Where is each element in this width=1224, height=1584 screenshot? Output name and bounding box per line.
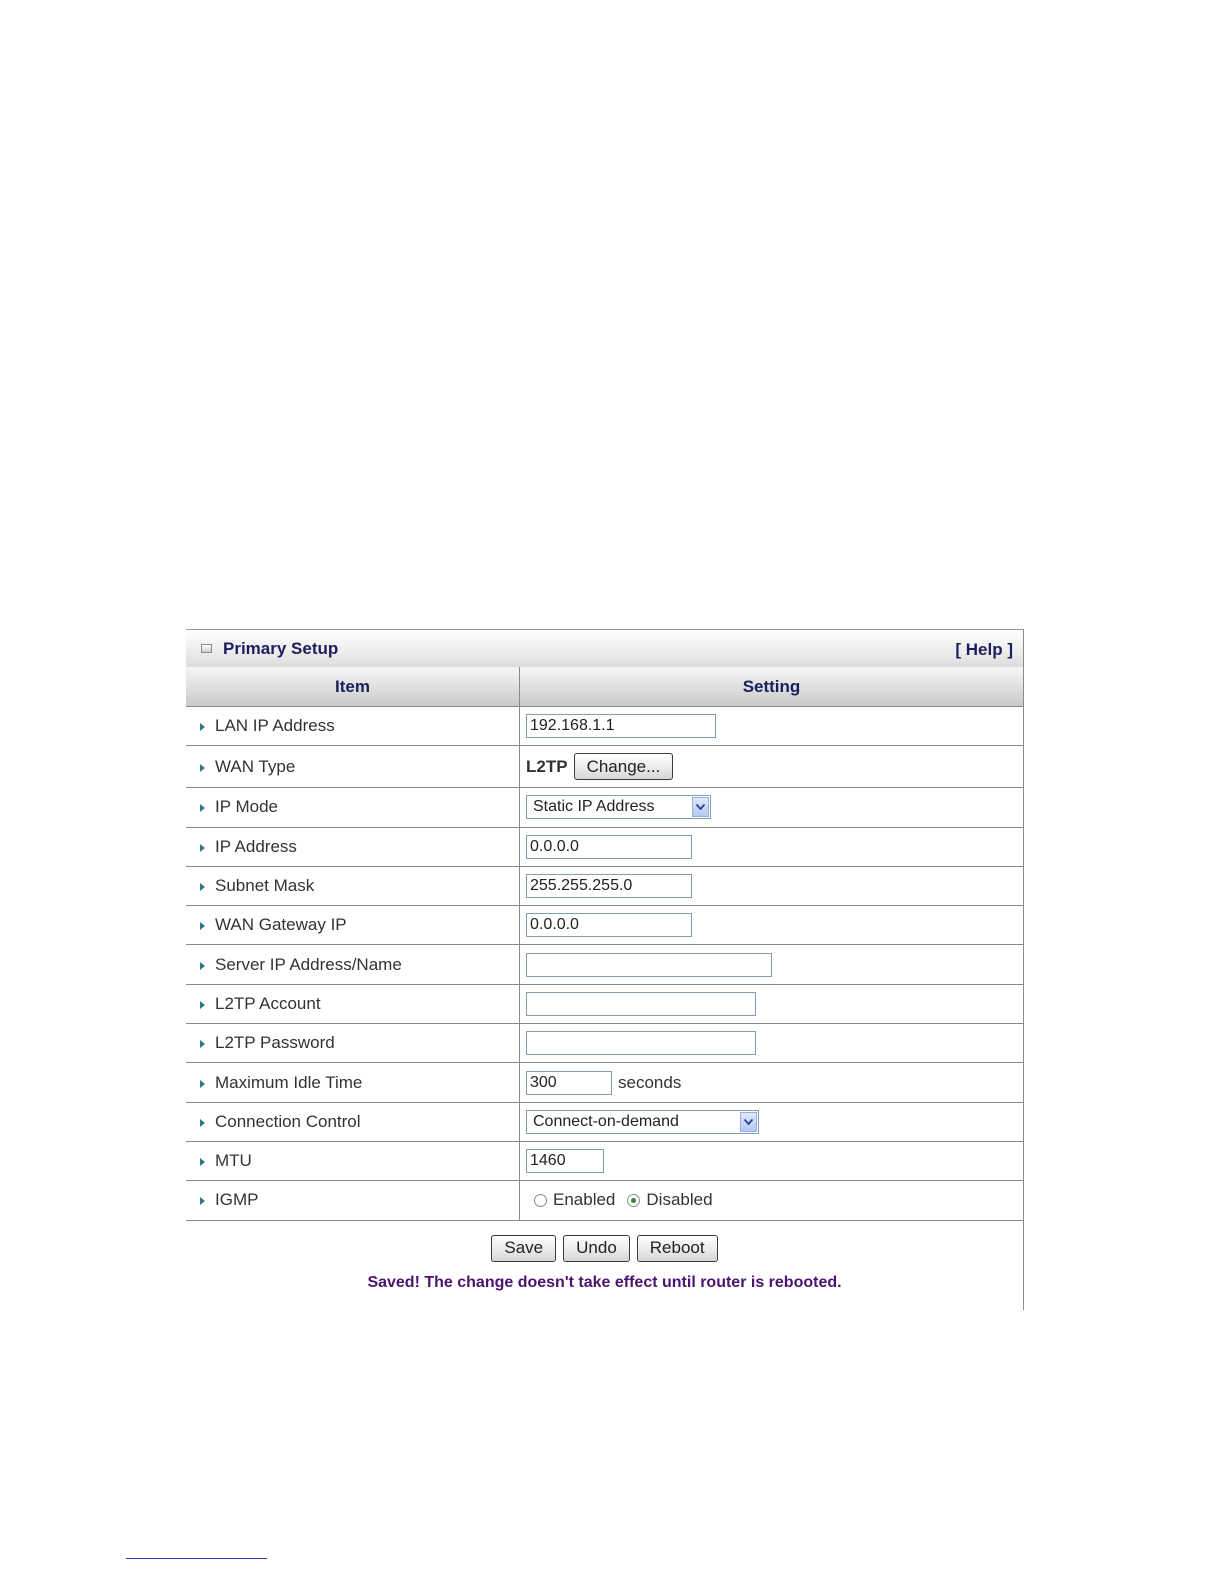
- table-row: [186, 746, 1023, 788]
- max-idle-unit: seconds: [618, 1072, 682, 1092]
- bullet-arrow-icon: [200, 804, 205, 812]
- row-label-server-ip: Server IP Address/Name: [215, 954, 402, 974]
- panel-title: Primary Setup: [223, 639, 339, 658]
- row-label-subnet-mask: Subnet Mask: [215, 876, 315, 896]
- wan-type-value: L2TP: [526, 756, 568, 776]
- save-button[interactable]: Save: [491, 1235, 556, 1262]
- bullet-arrow-icon: [200, 723, 205, 731]
- bullet-arrow-icon: [200, 1158, 205, 1166]
- chevron-down-icon[interactable]: [692, 797, 709, 817]
- undo-button[interactable]: Undo: [563, 1235, 630, 1262]
- help-link[interactable]: [ Help ]: [955, 640, 1013, 659]
- server-ip-input[interactable]: [526, 953, 772, 977]
- row-label-connection-control: Connection Control: [215, 1111, 361, 1131]
- table-row: [186, 1181, 1023, 1220]
- status-message: Saved! The change doesn't take effect until router is rebooted.: [367, 1273, 842, 1291]
- reboot-button[interactable]: Reboot: [637, 1235, 718, 1262]
- bullet-arrow-icon: [200, 1080, 205, 1088]
- action-footer: [186, 1221, 1023, 1311]
- row-label-ip-mode: IP Mode: [215, 797, 279, 817]
- igmp-enabled-radio[interactable]: [534, 1194, 547, 1207]
- igmp-disabled-label: Disabled: [646, 1190, 713, 1210]
- table-row: [186, 945, 1023, 984]
- bullet-arrow-icon: [200, 883, 205, 891]
- row-label-wan-gateway: WAN Gateway IP: [215, 915, 347, 935]
- row-label-mtu: MTU: [215, 1151, 252, 1171]
- ip-mode-select[interactable]: [526, 795, 711, 819]
- row-label-lan-ip: LAN IP Address: [215, 716, 335, 736]
- row-label-l2tp-account: L2TP Account: [215, 993, 321, 1013]
- l2tp-password-input[interactable]: [526, 1031, 756, 1055]
- row-label-ip-address: IP Address: [215, 836, 297, 856]
- table-row: [186, 1063, 1023, 1102]
- ip-mode-selected: Static IP Address: [533, 798, 655, 816]
- panel-title-bar: [186, 629, 1023, 667]
- connection-control-selected: Connect-on-demand: [533, 1112, 679, 1130]
- chevron-down-icon[interactable]: [740, 1112, 757, 1132]
- table-row: [186, 906, 1023, 945]
- wan-gateway-input[interactable]: [526, 913, 692, 937]
- table-row: [186, 1142, 1023, 1181]
- column-header-setting: Setting: [742, 676, 801, 696]
- change-wan-type-button[interactable]: Change...: [574, 753, 674, 780]
- table-row: [186, 828, 1023, 867]
- table-header: [186, 667, 1023, 707]
- l2tp-account-input[interactable]: [526, 992, 756, 1016]
- table-row: [186, 707, 1023, 746]
- row-label-igmp: IGMP: [215, 1190, 259, 1210]
- bullet-arrow-icon: [200, 1197, 205, 1205]
- bullet-arrow-icon: [200, 922, 205, 930]
- bullet-arrow-icon: [200, 962, 205, 970]
- bullet-arrow-icon: [200, 844, 205, 852]
- row-label-wan-type: WAN Type: [215, 756, 296, 776]
- panel-window-icon: [201, 644, 212, 653]
- table-row: [186, 867, 1023, 906]
- bullet-arrow-icon: [200, 1001, 205, 1009]
- igmp-disabled-radio[interactable]: [627, 1194, 640, 1207]
- ip-address-input[interactable]: [526, 835, 692, 859]
- bullet-arrow-icon: [200, 1119, 205, 1127]
- connection-control-select[interactable]: [526, 1110, 759, 1134]
- igmp-enabled-label: Enabled: [553, 1190, 616, 1210]
- subnet-mask-input[interactable]: [526, 874, 692, 898]
- bullet-arrow-icon: [200, 1040, 205, 1048]
- table-row: [186, 985, 1023, 1024]
- footnote-separator-line: [126, 1558, 267, 1559]
- table-row: [186, 1024, 1023, 1063]
- max-idle-input[interactable]: [526, 1071, 612, 1095]
- bullet-arrow-icon: [200, 764, 205, 772]
- table-row: [186, 788, 1023, 827]
- mtu-input[interactable]: [526, 1149, 604, 1173]
- column-header-item: Item: [186, 667, 520, 706]
- row-label-l2tp-password: L2TP Password: [215, 1033, 335, 1053]
- primary-setup-panel: [186, 629, 1024, 1310]
- lan-ip-input[interactable]: [526, 714, 716, 738]
- table-row: [186, 1103, 1023, 1142]
- row-label-max-idle: Maximum Idle Time: [215, 1072, 363, 1092]
